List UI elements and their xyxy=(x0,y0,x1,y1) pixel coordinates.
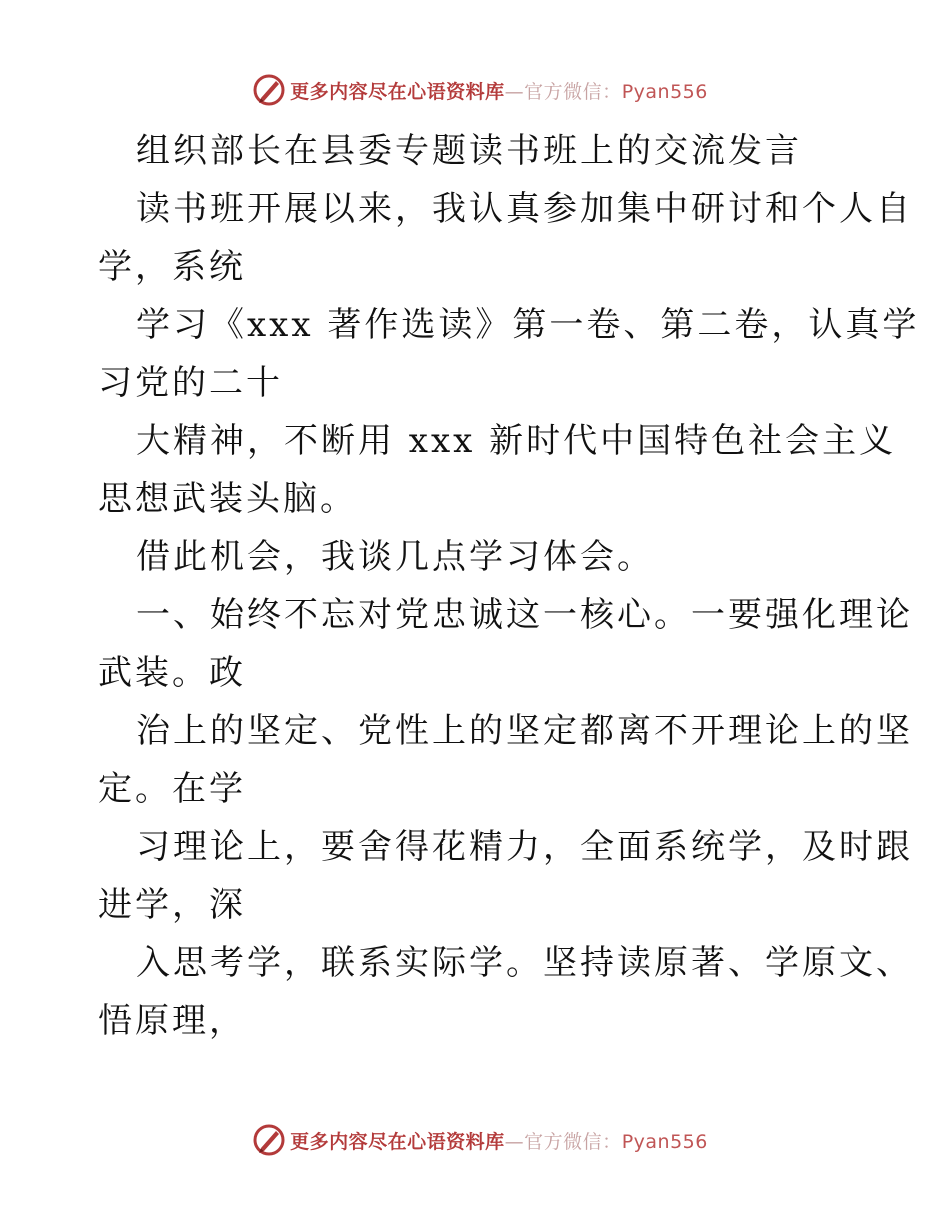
watermark-wechat-id: Pyan556 xyxy=(621,80,708,103)
paragraph-line: 读书班开展以来，我认真参加集中研讨和个人自 xyxy=(136,189,913,229)
header-watermark xyxy=(0,70,950,110)
watermark-separator: — xyxy=(504,80,525,103)
paragraph-line: 借此机会，我谈几点学习体会。 xyxy=(136,537,654,577)
watermark-official: 官方微信： xyxy=(524,80,622,103)
paragraph-line: 定。在学 xyxy=(98,769,246,809)
document-title: 组织部长在县委专题读书班上的交流发言 xyxy=(136,131,802,171)
watermark-separator: — xyxy=(504,1130,525,1153)
watermark-group xyxy=(252,73,708,107)
paragraph-line: 学，系统 xyxy=(98,247,246,287)
watermark-group xyxy=(252,1123,708,1157)
pen-logo-icon xyxy=(252,1123,286,1157)
watermark-text xyxy=(290,1127,708,1154)
watermark-brand: 更多内容尽在心语资料库 xyxy=(290,1130,505,1153)
paragraph-line: 武装。政 xyxy=(98,653,246,693)
section-heading-line: 一、始终不忘对党忠诚这一核心。一要强化理论 xyxy=(136,595,913,635)
watermark-wechat-id: Pyan556 xyxy=(621,1130,708,1153)
watermark-official: 官方微信： xyxy=(524,1130,622,1153)
paragraph-line: 习党的二十 xyxy=(98,363,283,403)
pen-logo-icon xyxy=(252,73,286,107)
document-body xyxy=(98,122,920,1050)
paragraph-line: 入思考学，联系实际学。坚持读原著、学原文、 xyxy=(136,943,913,983)
paragraph-line: 大精神，不断用 xxx 新时代中国特色社会主义 xyxy=(136,421,897,461)
paragraph-line: 习理论上，要舍得花精力，全面系统学，及时跟 xyxy=(136,827,913,867)
paragraph-line: 悟原理， xyxy=(98,1001,246,1041)
footer-watermark xyxy=(0,1120,950,1160)
paragraph-line: 学习《xxx 著作选读》第一卷、第二卷，认真学 xyxy=(136,305,920,345)
paragraph-line: 治上的坚定、党性上的坚定都离不开理论上的坚 xyxy=(136,711,913,751)
paragraph-line: 思想武装头脑。 xyxy=(98,479,357,519)
paragraph-line: 进学，深 xyxy=(98,885,246,925)
watermark-text xyxy=(290,77,708,104)
watermark-brand: 更多内容尽在心语资料库 xyxy=(290,80,505,103)
